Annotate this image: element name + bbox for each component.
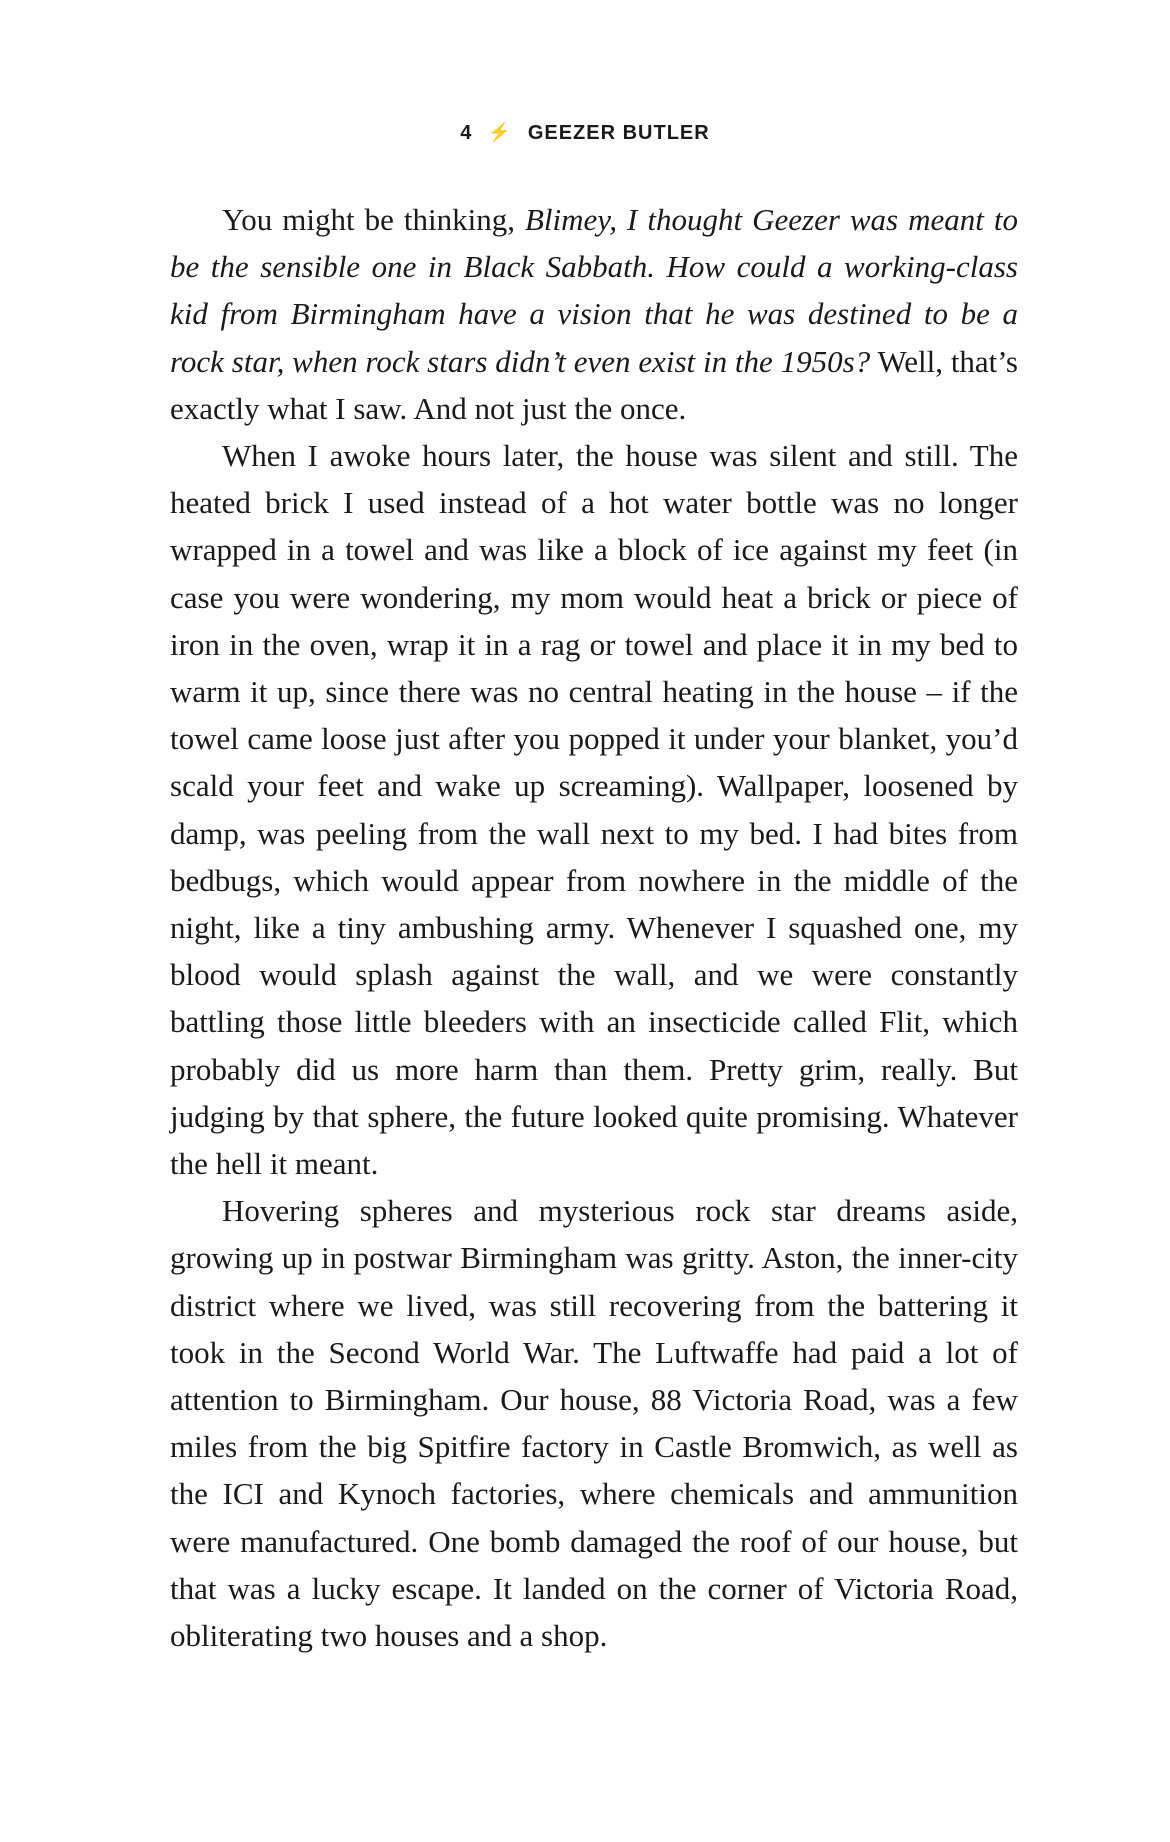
paragraph-1-italic: Blimey, I thought Geezer was meant to be the sensible one in Black Sabbath. How could a working-class kid from Birmingham have a vision that he was destined to be a rock star, when rock stars didn’t even exist in the 1950s? (170, 202, 1018, 379)
book-title: GEEZER BUTLER (527, 122, 710, 144)
paragraph-3: Hovering spheres and mysterious rock star dreams aside, growing up in postwar Birmingham was gritty. Aston, the inner-city district where we lived, was still recovering from the battering it took in the Second World War. The Luftwaffe had paid a lot of attention to Birmingham. Our house, 88 Victoria Road, was a few miles from the big Spitfire factory in Castle Bromwich, as well as the ICI and Kynoch factories, where chemicals and ammunition were manufactured. One bomb damaged the roof of our house, but that was a lucky escape. It landed on the corner of Victoria Road, obliterating two houses and a shop. (170, 1193, 1018, 1654)
paragraph-2: When I awoke hours later, the house was silent and still. The heated brick I used instead of a hot water bottle was no longer wrapped in a towel and was like a block of ice against my feet (in case you were wondering, my mom would heat a brick or piece of iron in the oven, wrap it in a rag or towel and place it in my bed to warm it up, since there was no central heating in the house – if the towel came loose just after you popped it under your blanket, you’d scald your feet and wake up screaming). Wallpaper, loosened by damp, was peeling from the wall next to my bed. I had bites from bedbugs, which would appear from nowhere in the middle of the night, like a tiny ambushing army. Whenever I squashed one, my blood would splash against the wall, and we were constantly battling those little bleeders with an insecticide called Flit, which probably did us more harm than them. Pretty grim, really. But judging by that sphere, the future looked quite promising. Whatever the hell it meant. (170, 438, 1018, 1182)
body-text (170, 196, 1018, 1659)
paragraph-1 (170, 196, 1018, 432)
page-number: 4 (460, 122, 473, 144)
lightning-bolt-icon: ⚡ (488, 122, 512, 142)
paragraph-1-tail: Well, that’s exactly what I saw. And not just the once. (170, 343, 1018, 426)
paragraph-1-lead: You might be thinking, (222, 202, 525, 237)
running-head (0, 122, 1170, 145)
